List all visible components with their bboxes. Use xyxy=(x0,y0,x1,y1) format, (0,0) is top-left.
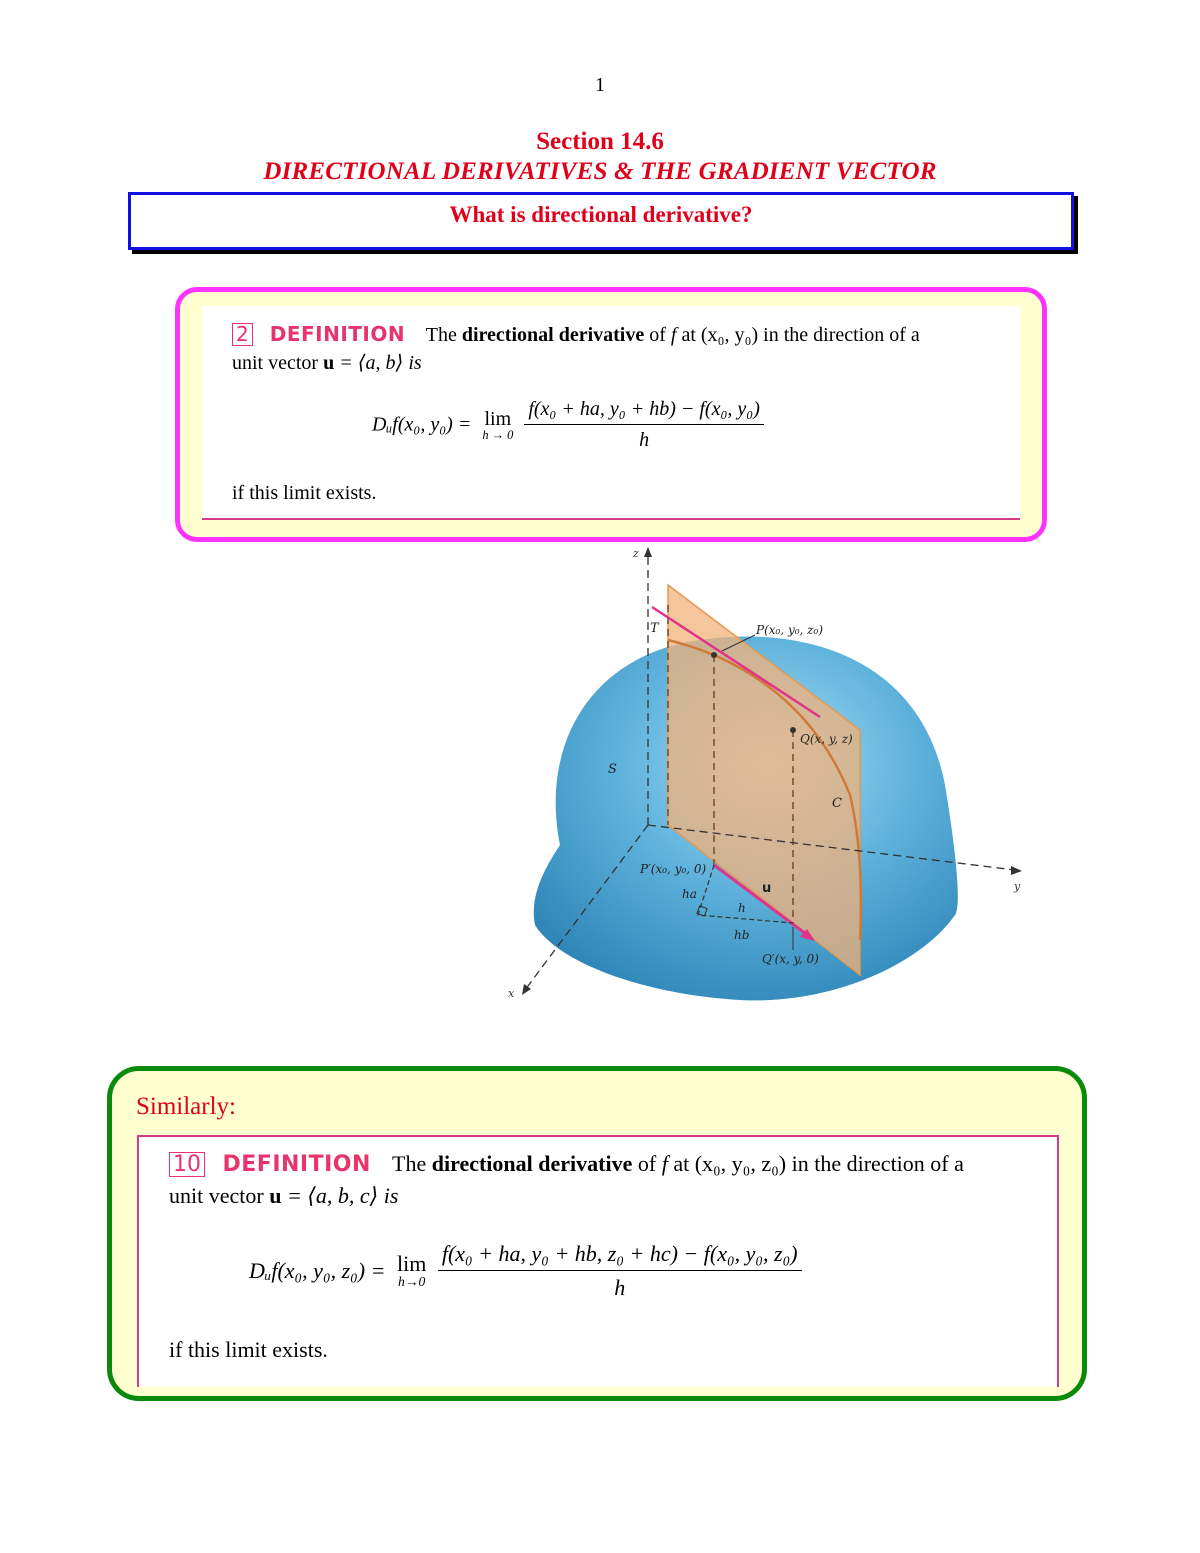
formula-lhs: Dᵤf(x₀, y₀, z₀) = xyxy=(249,1258,386,1283)
difference-quotient xyxy=(524,398,764,452)
definition-term: directional derivative xyxy=(461,324,645,346)
definition-text: = ⟨a, b⟩ is xyxy=(339,352,422,374)
label-q: Q(x, y, z) xyxy=(800,732,853,746)
vector-symbol: u xyxy=(269,1183,282,1208)
definition-2-line-1 xyxy=(232,322,920,347)
page-number: 1 xyxy=(595,74,605,96)
label-ha: ha xyxy=(682,887,697,901)
fraction-denominator: h xyxy=(639,429,650,451)
definition-text: unit vector xyxy=(169,1183,264,1208)
vector-symbol: u xyxy=(323,352,335,374)
label-q-prime: Q′(x, y, 0) xyxy=(762,952,819,966)
directional-derivative-figure xyxy=(500,545,1040,1005)
definition-2-formula xyxy=(372,398,764,452)
definition-10-line-2 xyxy=(169,1183,398,1209)
definition-2-closing: if this limit exists. xyxy=(232,482,377,504)
definition-text: The xyxy=(425,324,457,346)
fraction-numerator: f(x₀ + ha, y₀ + hb) − f(x₀, y₀) xyxy=(524,398,764,425)
definition-keyword: DEFINITION xyxy=(269,322,406,346)
definition-10-line-1 xyxy=(169,1151,964,1177)
definition-2-line-2 xyxy=(232,350,422,375)
x-axis-arrow xyxy=(522,984,531,995)
function-symbol: f xyxy=(670,324,677,346)
label-h: h xyxy=(738,901,746,915)
limit-label: lim xyxy=(484,407,512,430)
similarly-label: Similarly: xyxy=(136,1093,236,1120)
difference-quotient xyxy=(438,1241,802,1301)
definition-10-card xyxy=(137,1135,1059,1387)
label-p-prime: P′(x₀, y₀, 0) xyxy=(640,862,707,876)
definition-number-badge: 10 xyxy=(169,1152,205,1177)
label-p: P(x₀, y₀, z₀) xyxy=(756,623,823,637)
label-s: S xyxy=(608,762,617,777)
formula-lhs: Dᵤf(x₀, y₀) = xyxy=(372,413,472,436)
function-symbol: f xyxy=(661,1151,668,1176)
limit-subscript: h → 0 xyxy=(482,427,514,442)
section-subtitle: DIRECTIONAL DERIVATIVES & THE GRADIENT VECTOR xyxy=(263,158,937,185)
similarly-box xyxy=(107,1066,1087,1401)
limit-operator xyxy=(397,1253,426,1289)
label-u: u xyxy=(762,881,772,896)
label-y: y xyxy=(1014,880,1021,893)
label-x: x xyxy=(508,987,515,1000)
definition-number-badge: 2 xyxy=(232,323,253,346)
limit-label: lim xyxy=(396,1251,427,1277)
y-axis-arrow xyxy=(1011,866,1022,875)
point-p xyxy=(711,652,717,658)
definition-10-closing: if this limit exists. xyxy=(169,1337,328,1362)
section-title: Section 14.6 xyxy=(536,128,664,155)
question-box xyxy=(128,192,1074,250)
point-q xyxy=(790,727,796,733)
question-text: What is directional derivative? xyxy=(449,202,753,227)
definition-text: unit vector xyxy=(232,352,319,374)
fraction-denominator: h xyxy=(614,1275,626,1300)
definition-text: The xyxy=(392,1151,427,1176)
definition-10-formula xyxy=(249,1241,802,1301)
label-hb: hb xyxy=(734,928,750,942)
definition-text: of xyxy=(649,324,666,346)
definition-text: = ⟨a, b, c⟩ is xyxy=(286,1183,399,1208)
definition-text: at (x₀, y₀, z₀) in the direction of a xyxy=(673,1151,964,1176)
label-z: z xyxy=(633,547,639,560)
definition-term: directional derivative xyxy=(431,1151,633,1176)
label-t: T xyxy=(650,621,659,636)
definition-2-box xyxy=(175,287,1047,542)
definition-text: at (x₀, y₀) in the direction of a xyxy=(681,324,920,346)
definition-2-card xyxy=(202,306,1020,520)
z-axis-arrow xyxy=(644,547,652,557)
definition-keyword: DEFINITION xyxy=(222,1152,371,1177)
definition-text: of xyxy=(637,1151,657,1176)
limit-operator xyxy=(482,409,513,441)
limit-subscript: h→0 xyxy=(398,1274,426,1290)
fraction-numerator: f(x₀ + ha, y₀ + hb, z₀ + hc) − f(x₀, y₀, z₀) xyxy=(438,1241,802,1271)
label-c: C xyxy=(832,796,842,811)
